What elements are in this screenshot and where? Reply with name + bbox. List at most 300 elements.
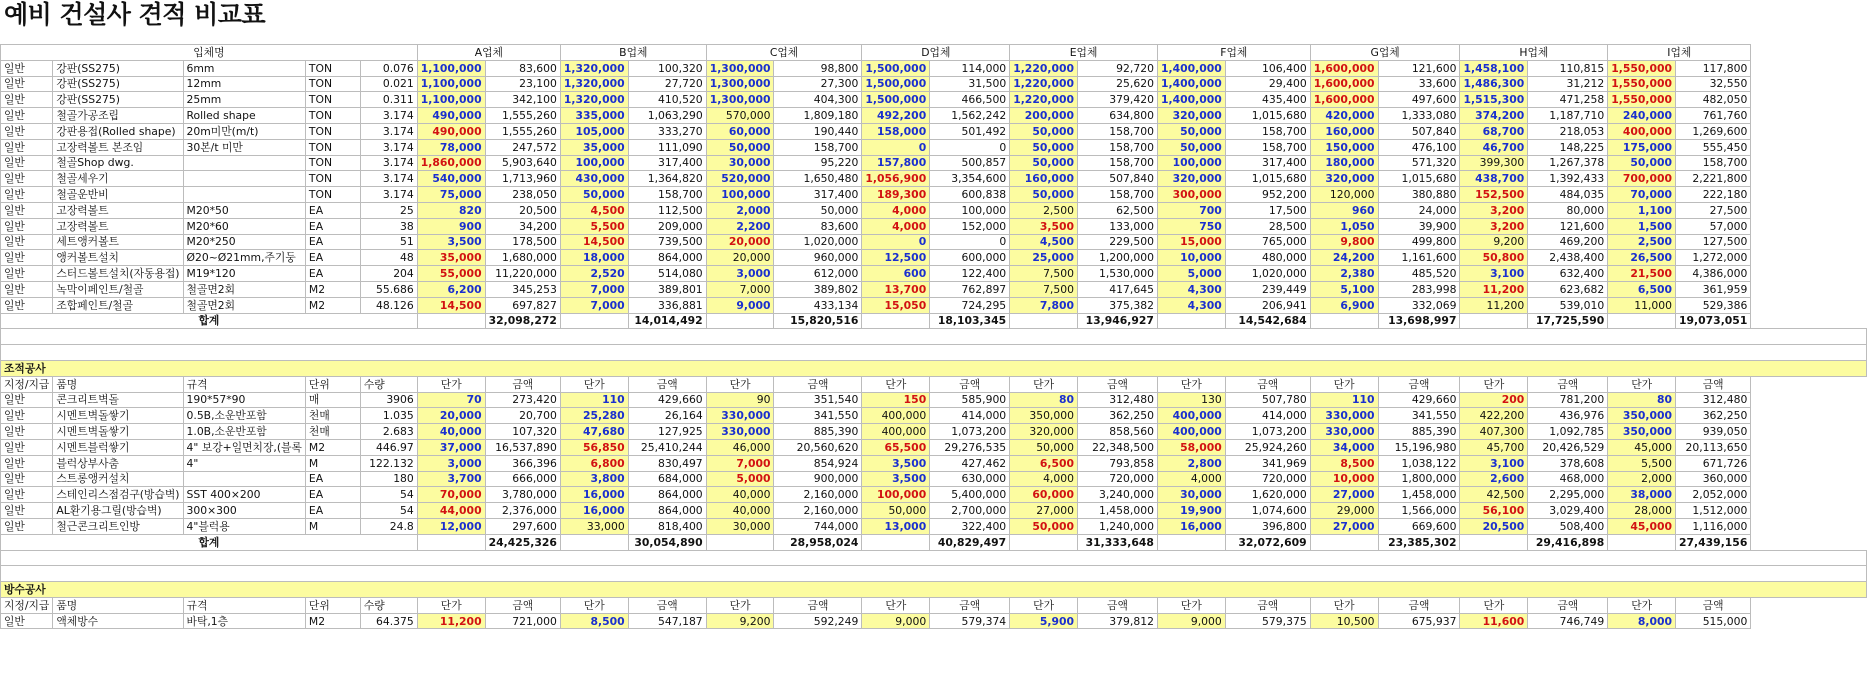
price-header[interactable]: 단가 bbox=[1010, 376, 1078, 392]
amount-cell[interactable]: 336,881 bbox=[628, 297, 706, 313]
total-amount[interactable]: 14,542,684 bbox=[1225, 313, 1310, 329]
name-cell[interactable]: 스트롱앵커설치 bbox=[53, 471, 183, 487]
amount-cell[interactable]: 29,400 bbox=[1225, 76, 1310, 92]
amount-cell[interactable]: 2,160,000 bbox=[774, 487, 862, 503]
type-cell[interactable]: 일반 bbox=[1, 123, 53, 139]
amount-cell[interactable]: 238,050 bbox=[485, 187, 560, 203]
name-cell[interactable]: 철골운반비 bbox=[53, 187, 183, 203]
qty-cell[interactable]: 24.8 bbox=[360, 518, 417, 534]
amount-cell[interactable]: 514,080 bbox=[628, 266, 706, 282]
type-cell[interactable]: 일반 bbox=[1, 76, 53, 92]
unit-price-cell[interactable]: 1,300,000 bbox=[706, 76, 774, 92]
amount-header[interactable]: 금액 bbox=[1528, 376, 1608, 392]
unit-price-cell[interactable]: 1,500,000 bbox=[862, 60, 930, 76]
unit-price-cell[interactable]: 80 bbox=[1608, 392, 1676, 408]
amount-cell[interactable]: 1,272,000 bbox=[1676, 250, 1751, 266]
amount-cell[interactable]: 468,000 bbox=[1528, 471, 1608, 487]
empty-cell[interactable] bbox=[417, 313, 485, 329]
amount-cell[interactable]: 121,600 bbox=[1378, 60, 1460, 76]
unit-price-cell[interactable]: 9,200 bbox=[706, 613, 774, 629]
type-cell[interactable]: 일반 bbox=[1, 139, 53, 155]
unit-price-cell[interactable]: 3,700 bbox=[417, 471, 485, 487]
unit-price-cell[interactable]: 320,000 bbox=[1157, 171, 1225, 187]
amount-cell[interactable]: 95,220 bbox=[774, 155, 862, 171]
empty-cell[interactable] bbox=[1010, 313, 1078, 329]
spec-cell[interactable]: M19*120 bbox=[183, 266, 305, 282]
unit-price-cell[interactable]: 1,500 bbox=[1608, 218, 1676, 234]
unit-cell[interactable]: EA bbox=[305, 250, 360, 266]
unit-price-cell[interactable]: 10,500 bbox=[1310, 613, 1378, 629]
spec-cell[interactable]: 20m미만(m/t) bbox=[183, 123, 305, 139]
amount-cell[interactable]: 858,560 bbox=[1077, 424, 1157, 440]
type-cell[interactable]: 일반 bbox=[1, 266, 53, 282]
amount-cell[interactable]: 92,720 bbox=[1077, 60, 1157, 76]
empty-cell[interactable] bbox=[1608, 313, 1676, 329]
amount-cell[interactable]: 818,400 bbox=[628, 518, 706, 534]
name-cell[interactable]: 강판(SS275) bbox=[53, 92, 183, 108]
amount-cell[interactable]: 1,800,000 bbox=[1378, 471, 1460, 487]
amount-cell[interactable]: 5,400,000 bbox=[930, 487, 1010, 503]
spec-cell[interactable] bbox=[183, 155, 305, 171]
unit-price-cell[interactable]: 320,000 bbox=[1157, 108, 1225, 124]
amount-cell[interactable]: 206,941 bbox=[1225, 297, 1310, 313]
unit-price-cell[interactable]: 7,800 bbox=[1010, 297, 1078, 313]
unit-cell[interactable]: EA bbox=[305, 487, 360, 503]
unit-price-cell[interactable]: 0 bbox=[862, 234, 930, 250]
total-amount[interactable]: 32,098,272 bbox=[485, 313, 560, 329]
unit-price-cell[interactable]: 420,000 bbox=[1310, 108, 1378, 124]
total-amount[interactable]: 19,073,051 bbox=[1676, 313, 1751, 329]
total-amount[interactable]: 18,103,345 bbox=[930, 313, 1010, 329]
amount-cell[interactable]: 1,555,260 bbox=[485, 123, 560, 139]
unit-price-cell[interactable]: 150 bbox=[862, 392, 930, 408]
empty-cell[interactable] bbox=[417, 534, 485, 550]
empty-cell[interactable] bbox=[1157, 313, 1225, 329]
unit-cell[interactable]: M2 bbox=[305, 613, 360, 629]
amount-cell[interactable]: 2,295,000 bbox=[1528, 487, 1608, 503]
price-header[interactable]: 단가 bbox=[417, 597, 485, 613]
empty-cell[interactable] bbox=[1, 345, 1867, 361]
amount-cell[interactable]: 600,838 bbox=[930, 187, 1010, 203]
unit-price-cell[interactable]: 1,500,000 bbox=[862, 92, 930, 108]
amount-header[interactable]: 금액 bbox=[1077, 597, 1157, 613]
unit-price-cell[interactable]: 90 bbox=[706, 392, 774, 408]
section-label[interactable]: 조적공사 bbox=[1, 360, 1867, 376]
unit-price-cell[interactable]: 320,000 bbox=[1010, 424, 1078, 440]
unit-price-cell[interactable]: 29,000 bbox=[1310, 503, 1378, 519]
unit-price-cell[interactable]: 1,220,000 bbox=[1010, 60, 1078, 76]
qty-cell[interactable]: 3.174 bbox=[360, 187, 417, 203]
amount-cell[interactable]: 20,700 bbox=[485, 408, 560, 424]
qty-cell[interactable]: 54 bbox=[360, 503, 417, 519]
unit-cell[interactable]: EA bbox=[305, 471, 360, 487]
unit-price-cell[interactable]: 80 bbox=[1010, 392, 1078, 408]
company-header[interactable]: G업체 bbox=[1310, 45, 1460, 61]
amount-cell[interactable]: 1,161,600 bbox=[1378, 250, 1460, 266]
unit-price-cell[interactable]: 44,000 bbox=[417, 503, 485, 519]
unit-price-cell[interactable]: 9,800 bbox=[1310, 234, 1378, 250]
amount-cell[interactable]: 507,840 bbox=[1077, 171, 1157, 187]
total-amount[interactable]: 13,946,927 bbox=[1077, 313, 1157, 329]
qty-cell[interactable]: 0.021 bbox=[360, 76, 417, 92]
amount-cell[interactable]: 317,400 bbox=[628, 155, 706, 171]
amount-cell[interactable]: 239,449 bbox=[1225, 281, 1310, 297]
unit-price-cell[interactable]: 150,000 bbox=[1310, 139, 1378, 155]
unit-price-cell[interactable]: 15,050 bbox=[862, 297, 930, 313]
unit-price-cell[interactable]: 40,000 bbox=[706, 487, 774, 503]
amount-cell[interactable]: 312,480 bbox=[1077, 392, 1157, 408]
unit-cell[interactable]: TON bbox=[305, 108, 360, 124]
spec-cell[interactable]: 190*57*90 bbox=[183, 392, 305, 408]
unit-cell[interactable]: EA bbox=[305, 202, 360, 218]
section-label[interactable]: 방수공사 bbox=[1, 582, 1867, 598]
name-cell[interactable]: 철골가공조립 bbox=[53, 108, 183, 124]
amount-cell[interactable]: 2,160,000 bbox=[774, 503, 862, 519]
unit-price-cell[interactable]: 27,000 bbox=[1010, 503, 1078, 519]
unit-price-cell[interactable]: 14,500 bbox=[417, 297, 485, 313]
amount-cell[interactable]: 31,500 bbox=[930, 76, 1010, 92]
unit-price-cell[interactable]: 75,000 bbox=[417, 187, 485, 203]
unit-price-cell[interactable]: 65,500 bbox=[862, 439, 930, 455]
spec-cell[interactable]: 철골면2회 bbox=[183, 281, 305, 297]
amount-cell[interactable]: 333,270 bbox=[628, 123, 706, 139]
amount-cell[interactable]: 1,092,785 bbox=[1528, 424, 1608, 440]
name-cell[interactable]: 고장력볼트 본조임 bbox=[53, 139, 183, 155]
total-amount[interactable]: 17,725,590 bbox=[1528, 313, 1608, 329]
spec-cell[interactable]: 0.5B,소운반포함 bbox=[183, 408, 305, 424]
unit-price-cell[interactable]: 50,000 bbox=[1010, 123, 1078, 139]
unit-price-cell[interactable]: 400,000 bbox=[862, 424, 930, 440]
unit-price-cell[interactable]: 46,700 bbox=[1460, 139, 1528, 155]
amount-cell[interactable]: 20,500 bbox=[485, 202, 560, 218]
unit-price-cell[interactable]: 16,000 bbox=[560, 503, 628, 519]
unit-price-cell[interactable]: 330,000 bbox=[1310, 408, 1378, 424]
type-cell[interactable]: 일반 bbox=[1, 613, 53, 629]
unit-price-cell[interactable]: 15,000 bbox=[1157, 234, 1225, 250]
unit-price-cell[interactable]: 4,300 bbox=[1157, 281, 1225, 297]
unit-price-cell[interactable]: 1,486,300 bbox=[1460, 76, 1528, 92]
total-amount[interactable]: 15,820,516 bbox=[774, 313, 862, 329]
unit-price-cell[interactable]: 335,000 bbox=[560, 108, 628, 124]
unit-price-cell[interactable]: 3,500 bbox=[862, 455, 930, 471]
unit-cell[interactable]: TON bbox=[305, 92, 360, 108]
amount-cell[interactable]: 1,458,000 bbox=[1077, 503, 1157, 519]
total-amount[interactable]: 13,698,997 bbox=[1378, 313, 1460, 329]
type-cell[interactable]: 일반 bbox=[1, 250, 53, 266]
unit-price-cell[interactable]: 20,000 bbox=[706, 234, 774, 250]
unit-price-cell[interactable]: 2,000 bbox=[706, 202, 774, 218]
unit-cell[interactable]: EA bbox=[305, 234, 360, 250]
unit-price-cell[interactable]: 1,056,900 bbox=[862, 171, 930, 187]
amount-cell[interactable]: 1,015,680 bbox=[1225, 171, 1310, 187]
unit-price-cell[interactable]: 1,860,000 bbox=[417, 155, 485, 171]
total-amount[interactable]: 32,072,609 bbox=[1225, 534, 1310, 550]
company-header[interactable]: C업체 bbox=[706, 45, 862, 61]
amount-cell[interactable]: 158,700 bbox=[1077, 155, 1157, 171]
unit-price-cell[interactable]: 3,500 bbox=[417, 234, 485, 250]
unit-price-cell[interactable]: 399,300 bbox=[1460, 155, 1528, 171]
unit-price-cell[interactable]: 158,000 bbox=[862, 123, 930, 139]
unit-price-cell[interactable]: 9,000 bbox=[706, 297, 774, 313]
amount-header[interactable]: 금액 bbox=[930, 376, 1010, 392]
unit-price-cell[interactable]: 438,700 bbox=[1460, 171, 1528, 187]
amount-cell[interactable]: 209,000 bbox=[628, 218, 706, 234]
amount-cell[interactable]: 1,073,200 bbox=[930, 424, 1010, 440]
unit-price-cell[interactable]: 3,100 bbox=[1460, 266, 1528, 282]
empty-cell[interactable] bbox=[1310, 534, 1378, 550]
unit-price-cell[interactable]: 12,500 bbox=[862, 250, 930, 266]
unit-price-cell[interactable]: 2,200 bbox=[706, 218, 774, 234]
price-header[interactable]: 단가 bbox=[560, 597, 628, 613]
unit-price-cell[interactable]: 5,500 bbox=[560, 218, 628, 234]
total-amount[interactable]: 23,385,302 bbox=[1378, 534, 1460, 550]
amount-cell[interactable]: 485,520 bbox=[1378, 266, 1460, 282]
qty-cell[interactable]: 48 bbox=[360, 250, 417, 266]
unit-cell[interactable]: 천매 bbox=[305, 424, 360, 440]
type-cell[interactable]: 일반 bbox=[1, 202, 53, 218]
unit-price-cell[interactable]: 11,200 bbox=[1460, 297, 1528, 313]
price-header[interactable]: 단가 bbox=[1460, 376, 1528, 392]
unit-price-cell[interactable]: 50,000 bbox=[1010, 139, 1078, 155]
amount-cell[interactable]: 122,400 bbox=[930, 266, 1010, 282]
spec-cell[interactable]: 12mm bbox=[183, 76, 305, 92]
amount-cell[interactable]: 960,000 bbox=[774, 250, 862, 266]
unit-cell[interactable]: TON bbox=[305, 171, 360, 187]
amount-cell[interactable]: 317,400 bbox=[1225, 155, 1310, 171]
amount-cell[interactable]: 218,053 bbox=[1528, 123, 1608, 139]
unit-price-cell[interactable]: 330,000 bbox=[1310, 424, 1378, 440]
unit-price-cell[interactable]: 350,000 bbox=[1608, 408, 1676, 424]
amount-cell[interactable]: 830,497 bbox=[628, 455, 706, 471]
unit-price-cell[interactable]: 37,000 bbox=[417, 439, 485, 455]
name-cell[interactable]: 고장력볼트 bbox=[53, 202, 183, 218]
unit-price-cell[interactable]: 8,500 bbox=[1310, 455, 1378, 471]
name-cell[interactable]: 조합페인트/철골 bbox=[53, 297, 183, 313]
amount-cell[interactable]: 34,200 bbox=[485, 218, 560, 234]
amount-header[interactable]: 금액 bbox=[1528, 597, 1608, 613]
unit-cell[interactable]: M bbox=[305, 518, 360, 534]
unit-price-cell[interactable]: 330,000 bbox=[706, 424, 774, 440]
unit-price-cell[interactable]: 1,300,000 bbox=[706, 60, 774, 76]
amount-cell[interactable]: 499,800 bbox=[1378, 234, 1460, 250]
amount-cell[interactable]: 497,600 bbox=[1378, 92, 1460, 108]
unit-price-cell[interactable]: 7,000 bbox=[706, 455, 774, 471]
spec-cell[interactable]: 4" 보강+일면치장,(블록 bbox=[183, 439, 305, 455]
amount-cell[interactable]: 720,000 bbox=[1077, 471, 1157, 487]
price-header[interactable]: 단가 bbox=[862, 597, 930, 613]
empty-cell[interactable] bbox=[1, 329, 1867, 345]
unit-price-cell[interactable]: 50,000 bbox=[1010, 439, 1078, 455]
amount-header[interactable]: 금액 bbox=[1676, 597, 1751, 613]
unit-cell[interactable]: TON bbox=[305, 187, 360, 203]
company-header[interactable]: A업체 bbox=[417, 45, 560, 61]
name-cell[interactable]: 철근콘크리트인방 bbox=[53, 518, 183, 534]
spec-cell[interactable]: 30본/t 미만 bbox=[183, 139, 305, 155]
unit-price-cell[interactable]: 120,000 bbox=[1310, 187, 1378, 203]
amount-header[interactable]: 금액 bbox=[774, 376, 862, 392]
amount-cell[interactable]: 121,600 bbox=[1528, 218, 1608, 234]
amount-cell[interactable]: 529,386 bbox=[1676, 297, 1751, 313]
amount-cell[interactable]: 2,438,400 bbox=[1528, 250, 1608, 266]
unit-price-cell[interactable]: 1,320,000 bbox=[560, 92, 628, 108]
amount-cell[interactable]: 110,815 bbox=[1528, 60, 1608, 76]
amount-cell[interactable]: 389,802 bbox=[774, 281, 862, 297]
amount-cell[interactable]: 117,800 bbox=[1676, 60, 1751, 76]
amount-cell[interactable]: 83,600 bbox=[774, 218, 862, 234]
amount-cell[interactable]: 379,420 bbox=[1077, 92, 1157, 108]
unit-price-cell[interactable]: 6,500 bbox=[1608, 281, 1676, 297]
unit-price-cell[interactable]: 50,000 bbox=[1010, 155, 1078, 171]
unit-price-cell[interactable]: 26,500 bbox=[1608, 250, 1676, 266]
total-amount[interactable]: 24,425,326 bbox=[485, 534, 560, 550]
unit-price-cell[interactable]: 11,200 bbox=[417, 613, 485, 629]
amount-cell[interactable]: 27,300 bbox=[774, 76, 862, 92]
total-amount[interactable]: 27,439,156 bbox=[1676, 534, 1751, 550]
unit-price-cell[interactable]: 5,000 bbox=[706, 471, 774, 487]
unit-price-cell[interactable]: 7,000 bbox=[560, 281, 628, 297]
unit-price-cell[interactable]: 175,000 bbox=[1608, 139, 1676, 155]
qty-cell[interactable]: 64.375 bbox=[360, 613, 417, 629]
amount-cell[interactable]: 380,880 bbox=[1378, 187, 1460, 203]
company-header[interactable]: B업체 bbox=[560, 45, 706, 61]
amount-cell[interactable]: 1,020,000 bbox=[1225, 266, 1310, 282]
price-header[interactable]: 단가 bbox=[1608, 376, 1676, 392]
amount-cell[interactable]: 20,560,620 bbox=[774, 439, 862, 455]
amount-cell[interactable]: 1,555,260 bbox=[485, 108, 560, 124]
name-cell[interactable]: 스테인리스점검구(방습벽) bbox=[53, 487, 183, 503]
unit-price-cell[interactable]: 70 bbox=[417, 392, 485, 408]
qty-cell[interactable]: 25 bbox=[360, 202, 417, 218]
unit-price-cell[interactable]: 1,600,000 bbox=[1310, 60, 1378, 76]
amount-cell[interactable]: 429,660 bbox=[1378, 392, 1460, 408]
amount-cell[interactable]: 98,800 bbox=[774, 60, 862, 76]
qty-cell[interactable]: 3.174 bbox=[360, 155, 417, 171]
amount-cell[interactable]: 675,937 bbox=[1378, 613, 1460, 629]
amount-cell[interactable]: 297,600 bbox=[485, 518, 560, 534]
amount-cell[interactable]: 765,000 bbox=[1225, 234, 1310, 250]
unit-price-cell[interactable]: 38,000 bbox=[1608, 487, 1676, 503]
amount-cell[interactable]: 3,354,600 bbox=[930, 171, 1010, 187]
total-label[interactable]: 합계 bbox=[1, 534, 418, 550]
unit-price-cell[interactable]: 60,000 bbox=[706, 123, 774, 139]
unit-price-cell[interactable]: 700 bbox=[1157, 202, 1225, 218]
unit-price-cell[interactable]: 7,000 bbox=[560, 297, 628, 313]
unit-price-cell[interactable]: 50,000 bbox=[1608, 155, 1676, 171]
price-header[interactable]: 단가 bbox=[862, 376, 930, 392]
amount-cell[interactable]: 158,700 bbox=[1077, 187, 1157, 203]
amount-cell[interactable]: 864,000 bbox=[628, 503, 706, 519]
column-header[interactable]: 규격 bbox=[183, 597, 305, 613]
type-cell[interactable]: 일반 bbox=[1, 439, 53, 455]
unit-price-cell[interactable]: 1,600,000 bbox=[1310, 92, 1378, 108]
unit-price-cell[interactable]: 9,000 bbox=[862, 613, 930, 629]
unit-price-cell[interactable]: 374,200 bbox=[1460, 108, 1528, 124]
unit-price-cell[interactable]: 430,000 bbox=[560, 171, 628, 187]
unit-price-cell[interactable]: 13,700 bbox=[862, 281, 930, 297]
qty-cell[interactable]: 51 bbox=[360, 234, 417, 250]
empty-cell[interactable] bbox=[1460, 534, 1528, 550]
type-cell[interactable]: 일반 bbox=[1, 455, 53, 471]
unit-price-cell[interactable]: 3,500 bbox=[1010, 218, 1078, 234]
amount-cell[interactable]: 29,276,535 bbox=[930, 439, 1010, 455]
unit-price-cell[interactable]: 4,000 bbox=[1010, 471, 1078, 487]
unit-price-cell[interactable]: 50,000 bbox=[1157, 123, 1225, 139]
amount-cell[interactable]: 190,440 bbox=[774, 123, 862, 139]
amount-header[interactable]: 금액 bbox=[485, 597, 560, 613]
amount-header[interactable]: 금액 bbox=[1225, 597, 1310, 613]
name-cell[interactable]: AL환기용그릴(방습벽) bbox=[53, 503, 183, 519]
empty-cell[interactable] bbox=[560, 534, 628, 550]
amount-cell[interactable]: 900,000 bbox=[774, 471, 862, 487]
name-cell[interactable]: 블럭상부사춤 bbox=[53, 455, 183, 471]
qty-cell[interactable]: 0.311 bbox=[360, 92, 417, 108]
amount-cell[interactable]: 24,000 bbox=[1378, 202, 1460, 218]
unit-price-cell[interactable]: 4,500 bbox=[560, 202, 628, 218]
type-cell[interactable]: 일반 bbox=[1, 108, 53, 124]
qty-cell[interactable]: 3906 bbox=[360, 392, 417, 408]
name-cell[interactable]: 세트앵커볼트 bbox=[53, 234, 183, 250]
unit-price-cell[interactable]: 1,600,000 bbox=[1310, 76, 1378, 92]
unit-price-cell[interactable]: 9,200 bbox=[1460, 234, 1528, 250]
type-cell[interactable]: 일반 bbox=[1, 471, 53, 487]
unit-price-cell[interactable]: 820 bbox=[417, 202, 485, 218]
unit-price-cell[interactable]: 12,000 bbox=[417, 518, 485, 534]
amount-cell[interactable]: 1,392,433 bbox=[1528, 171, 1608, 187]
price-header[interactable]: 단가 bbox=[1310, 376, 1378, 392]
company-header[interactable]: E업체 bbox=[1010, 45, 1158, 61]
amount-cell[interactable]: 342,100 bbox=[485, 92, 560, 108]
amount-cell[interactable]: 107,320 bbox=[485, 424, 560, 440]
amount-cell[interactable]: 3,780,000 bbox=[485, 487, 560, 503]
amount-cell[interactable]: 484,035 bbox=[1528, 187, 1608, 203]
empty-cell[interactable] bbox=[706, 313, 774, 329]
unit-price-cell[interactable]: 45,000 bbox=[1608, 439, 1676, 455]
name-cell[interactable]: 강판(SS275) bbox=[53, 60, 183, 76]
amount-cell[interactable]: 471,258 bbox=[1528, 92, 1608, 108]
unit-price-cell[interactable]: 520,000 bbox=[706, 171, 774, 187]
amount-cell[interactable]: 793,858 bbox=[1077, 455, 1157, 471]
amount-cell[interactable]: 762,897 bbox=[930, 281, 1010, 297]
unit-price-cell[interactable]: 1,550,000 bbox=[1608, 92, 1676, 108]
amount-header[interactable]: 금액 bbox=[1077, 376, 1157, 392]
unit-price-cell[interactable]: 35,000 bbox=[560, 139, 628, 155]
amount-cell[interactable]: 322,400 bbox=[930, 518, 1010, 534]
qty-cell[interactable]: 180 bbox=[360, 471, 417, 487]
empty-cell[interactable] bbox=[1, 550, 1867, 566]
amount-cell[interactable]: 3,029,400 bbox=[1528, 503, 1608, 519]
amount-cell[interactable]: 1,620,000 bbox=[1225, 487, 1310, 503]
empty-cell[interactable] bbox=[560, 313, 628, 329]
spec-cell[interactable] bbox=[183, 187, 305, 203]
amount-cell[interactable]: 25,924,260 bbox=[1225, 439, 1310, 455]
unit-price-cell[interactable]: 24,200 bbox=[1310, 250, 1378, 266]
unit-price-cell[interactable]: 400,000 bbox=[1157, 408, 1225, 424]
unit-price-cell[interactable]: 7,500 bbox=[1010, 281, 1078, 297]
type-cell[interactable]: 일반 bbox=[1, 408, 53, 424]
amount-cell[interactable]: 623,682 bbox=[1528, 281, 1608, 297]
amount-cell[interactable]: 579,374 bbox=[930, 613, 1010, 629]
amount-cell[interactable]: 389,801 bbox=[628, 281, 706, 297]
unit-price-cell[interactable]: 42,500 bbox=[1460, 487, 1528, 503]
unit-price-cell[interactable]: 34,000 bbox=[1310, 439, 1378, 455]
price-header[interactable]: 단가 bbox=[417, 376, 485, 392]
empty-cell[interactable] bbox=[1010, 534, 1078, 550]
unit-price-cell[interactable]: 4,000 bbox=[1157, 471, 1225, 487]
unit-price-cell[interactable]: 50,000 bbox=[706, 139, 774, 155]
amount-cell[interactable]: 2,221,800 bbox=[1676, 171, 1751, 187]
unit-price-cell[interactable]: 1,100,000 bbox=[417, 60, 485, 76]
unit-price-cell[interactable]: 50,000 bbox=[1157, 139, 1225, 155]
